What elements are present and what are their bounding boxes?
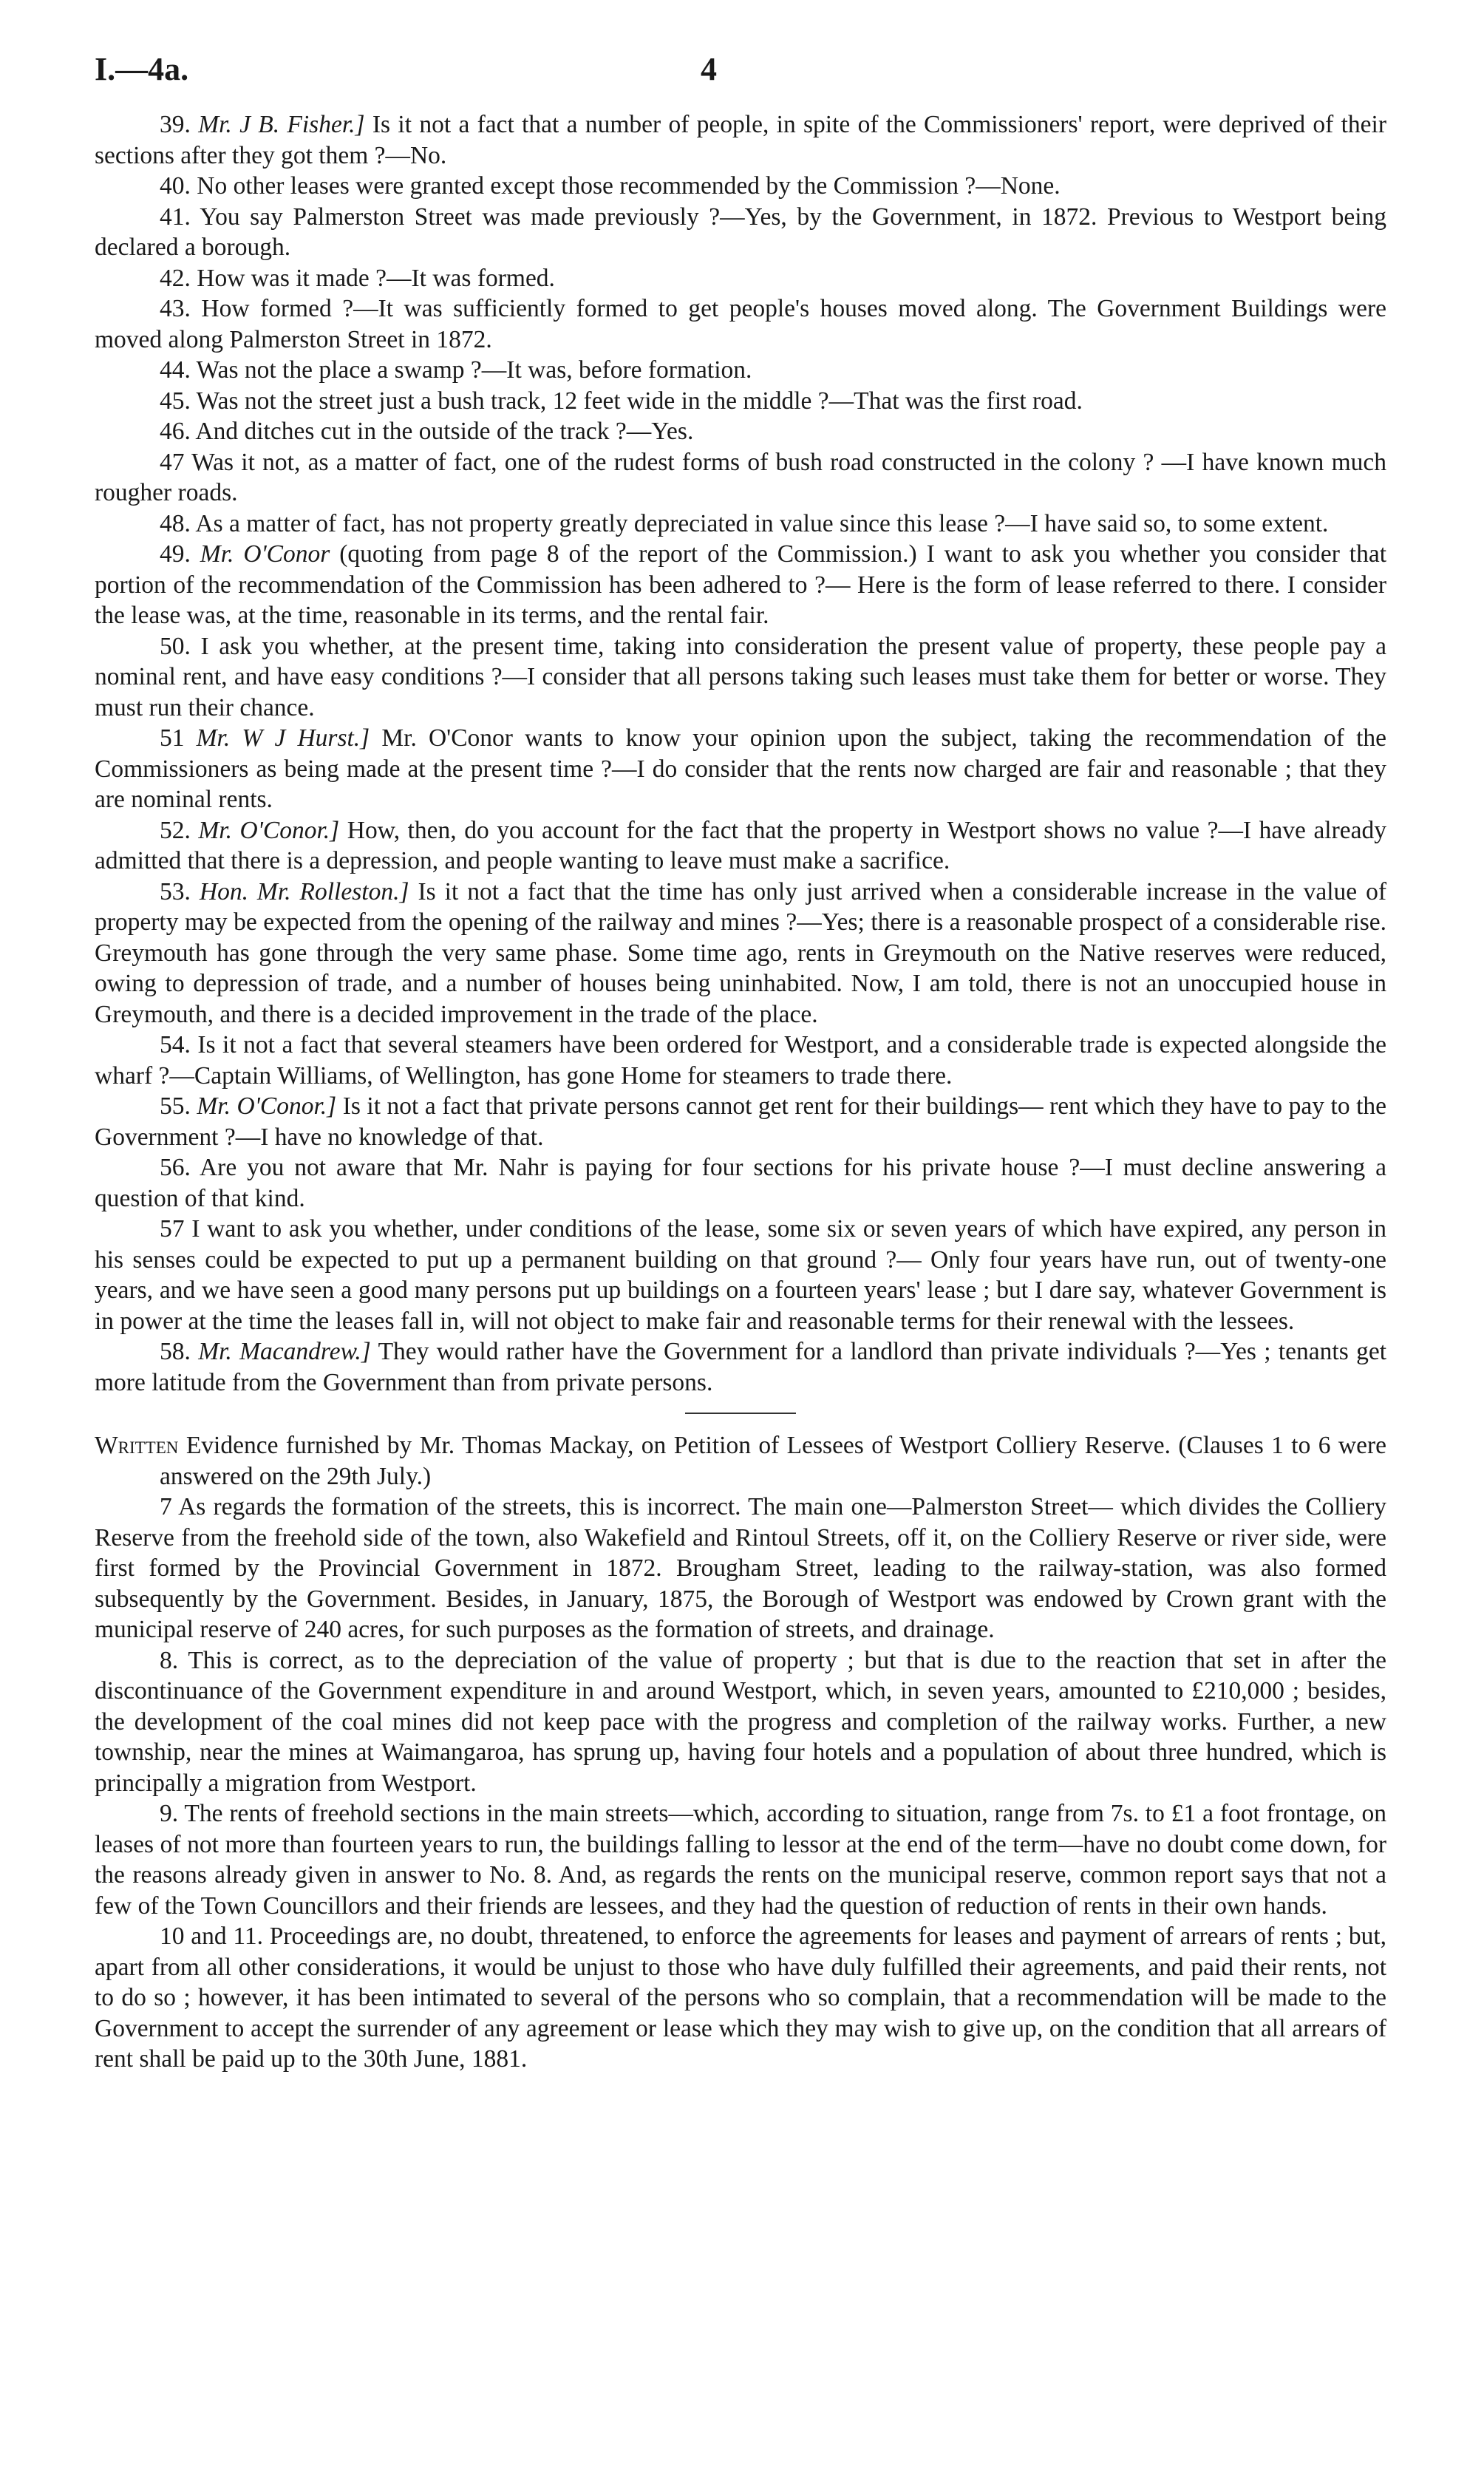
question-answer-text: And ditches cut in the outside of the track ?—Yes. <box>195 418 694 445</box>
qa-paragraph <box>95 1152 1386 1214</box>
question-answer-text: (quoting from page 8 of the report of the Commission.) I want to ask you whether you consider that portion of the recommendation of the Commission has been adhered to ?— Here is the form of lease referred to there. I consider the lease was, at the time, reasonable in its terms, and the rental fair. <box>95 540 1387 629</box>
question-number: 57 <box>160 1215 185 1243</box>
qa-paragraph <box>95 202 1386 263</box>
section-divider <box>685 1413 796 1414</box>
question-number: 40. <box>160 172 191 200</box>
qa-paragraph <box>95 1214 1386 1336</box>
speaker-name: Mr. J B. Fisher.] <box>198 111 365 138</box>
question-number: 43. <box>160 295 191 322</box>
question-number: 42. <box>160 264 191 292</box>
qa-paragraph <box>95 416 1386 447</box>
written-evidence-heading <box>95 1430 1386 1492</box>
qa-paragraph <box>95 539 1386 631</box>
qa-paragraph <box>95 171 1386 202</box>
question-answer-text: No other leases were granted except those recommended by the Commission ?—None. <box>197 172 1061 200</box>
question-answer-text: Is it not a fact that a number of people, in spite of the Commissioners' report, were deprived of their sections after they got them ?—No. <box>95 111 1387 169</box>
clause-number: 7 <box>160 1493 172 1520</box>
page-header <box>95 50 1386 109</box>
question-answer-text: Is it not a fact that private persons cannot get rent for their buildings— rent which they have to pay to the Government ?—I have no knowledge of that. <box>95 1092 1387 1151</box>
question-number: 55. <box>160 1092 191 1120</box>
question-answer-text: How formed ?—It was sufficiently formed to get people's houses moved along. The Government Buildings were moved along Palmerston Street in 1872. <box>95 295 1387 353</box>
question-answer-text: Is it not a fact that the time has only just arrived when a considerable increase in the value of property may be expected from the opening of the railway and mines ?—Yes; there is a reasonable prospect of a considerable rise. Greymouth has gone through the very same phase. Some time ago, rents in Greymouth on the Native reserves were reduced, owing to depression of trade, and a number of houses being uninhabited. Now, I am told, there is not an unoccupied house in Greymouth, and there is a decided improvement in the trade of the place. <box>95 877 1387 1028</box>
qa-paragraph <box>95 1091 1386 1152</box>
question-number: 48. <box>160 509 191 537</box>
speaker-name: Mr. O'Conor <box>200 540 330 568</box>
evidence-body <box>95 109 1386 2075</box>
qa-paragraph <box>95 386 1386 417</box>
question-answer-text: They would rather have the Government for a landlord than private individuals ?—Yes ; tenants get more latitude from the Government than from private persons. <box>95 1338 1387 1396</box>
question-number: 44. <box>160 356 191 384</box>
clause-text: Proceedings are, no doubt, threatened, to enforce the agreements for leases and payment of arrears of rents ; but, apart from all other considerations, it would be unjust to those who have duly fulfilled their agreements, and paid their rents, not to do so ; however, it has been intimated to several of the persons who so complain, that a recommendation will be made to the Government to accept the surrender of any agreement or lease which they may wish to give up, on the condition that all arrears of rent shall be paid up to the 30th June, 1881. <box>95 1923 1387 2073</box>
qa-paragraph <box>95 815 1386 877</box>
question-number: 56. <box>160 1154 191 1181</box>
question-answer-text: As a matter of fact, has not property greatly depreciated in value since this lease ?—I have said so, to some extent. <box>195 509 1329 537</box>
qa-paragraph <box>95 263 1386 294</box>
heading-text: Evidence furnished by Mr. Thomas Mackay, on Petition of Lessees of Westport Colliery Reserve. (Clauses 1 to 6 were answered on the 29th July.) <box>160 1432 1387 1490</box>
qa-paragraph <box>95 631 1386 724</box>
question-number: 54. <box>160 1031 191 1058</box>
qa-paragraph <box>95 447 1386 509</box>
question-number: 51 <box>160 724 185 752</box>
qa-paragraph <box>95 1336 1386 1398</box>
clause-paragraph <box>95 1645 1386 1799</box>
speaker-name: Mr. W J Hurst.] <box>196 724 370 752</box>
qa-paragraph <box>95 1030 1386 1091</box>
question-answer-text: You say Palmerston Street was made previously ?—Yes, by the Government, in 1872. Previous to Westport being declared a borough. <box>95 203 1386 261</box>
question-number: 52. <box>160 816 191 844</box>
clause-number: 10 and 11. <box>160 1923 263 1950</box>
clause-number: 8. <box>160 1646 179 1674</box>
speaker-name: Mr. O'Conor.] <box>197 1092 337 1120</box>
question-number: 50. <box>160 632 191 660</box>
question-answer-text: Was it not, as a matter of fact, one of the rudest forms of bush road constructed in the colony ? —I have known much rougher roads. <box>95 448 1386 506</box>
question-answer-text: I want to ask you whether, under conditions of the lease, some six or seven years of which have expired, any person in his senses could be expected to put up a permanent building on that ground ?— Only four years have run, out of twenty-one years, and we have seen a good many persons put up buildings on a fourteen years' lease ; but I dare say, whatever Government is in power at the time the leases fall in, will not object to make fair and reasonable terms for their renewal with the lessees. <box>95 1215 1387 1335</box>
question-number: 45. <box>160 387 191 415</box>
written-clauses-list <box>95 1492 1386 2075</box>
clause-paragraph <box>95 1798 1386 1921</box>
question-answer-text: How was it made ?—It was formed. <box>197 264 555 292</box>
question-answer-list <box>95 109 1386 1398</box>
question-answer-text: Are you not aware that Mr. Nahr is paying for four sections for his private house ?—I must decline answering a question of that kind. <box>95 1154 1386 1212</box>
question-answer-text: Was not the place a swamp ?—It was, before formation. <box>196 356 752 384</box>
speaker-name: Mr. O'Conor.] <box>198 816 340 844</box>
clause-number: 9. <box>160 1800 179 1827</box>
question-number: 58. <box>160 1338 191 1365</box>
question-answer-text: Is it not a fact that several steamers have been ordered for Westport, and a considerable trade is expected alongside the wharf ?—Captain Williams, of Wellington, has gone Home for steamers to trade there. <box>95 1031 1387 1090</box>
question-answer-text: I ask you whether, at the present time, taking into consideration the present value of property, these people pay a nominal rent, and have easy conditions ?—I consider that all persons taking such leases must take them for better or worse. They must run their chance. <box>95 632 1387 721</box>
speaker-name: Hon. Mr. Rolleston.] <box>199 877 409 905</box>
document-page <box>95 50 1386 2075</box>
clause-paragraph <box>95 1492 1386 1645</box>
question-number: 39. <box>160 111 191 138</box>
question-answer-text: How, then, do you account for the fact that the property in Westport shows no value ?—I have already admitted that there is a depression, and people wanting to leave must make a sacrifice. <box>95 816 1387 874</box>
qa-paragraph <box>95 293 1386 355</box>
qa-paragraph <box>95 355 1386 386</box>
heading-lead-word: Written <box>95 1432 179 1459</box>
question-number: 46. <box>160 418 191 445</box>
clause-paragraph <box>95 1921 1386 2075</box>
qa-paragraph <box>95 723 1386 815</box>
qa-paragraph <box>95 877 1386 1030</box>
question-answer-text: Mr. O'Conor wants to know your opinion upon the subject, taking the recommendation of the Commissioners as being made at the present time ?—I do consider that the rents now charged are fair and reasonable ; that they are nominal rents. <box>95 724 1387 813</box>
clause-text: As regards the formation of the streets, this is incorrect. The main one—Palmerston Street— which divides the Colliery Reserve from the freehold side of the town, also Wakefield and Rintoul Streets, off it, on the Colliery Reserve or river side, were first formed by the Provincial Government in 1872. Brougham Street, leading to the railway-station, was also formed subsequently by the Government. Besides, in January, 1875, the Borough of Westport was endowed by Crown grant with the municipal reserve of 240 acres, for such purposes as the formation of streets, and drainage. <box>95 1493 1386 1643</box>
question-answer-text: Was not the street just a bush track, 12 feet wide in the middle ?—That was the first road. <box>196 387 1083 415</box>
qa-paragraph <box>95 109 1386 171</box>
speaker-name: Mr. Macandrew.] <box>198 1338 371 1365</box>
qa-paragraph <box>95 509 1386 540</box>
clause-text: The rents of freehold sections in the main streets—which, according to situation, range from 7s. to £1 a foot frontage, on leases of not more than fourteen years to run, the buildings falling to lessor at the end of the term—have no doubt come down, for the reasons already given in answer to No. 8. And, as regards the rents on the municipal reserve, common report says that not a few of the Town Councillors and their friends are lessees, and they had the question of reduction of rents in their own hands. <box>95 1800 1386 1920</box>
question-number: 53. <box>160 877 191 905</box>
question-number: 41. <box>160 203 191 231</box>
clause-text: This is correct, as to the depreciation of the value of property ; but that is due to the reaction that set in after the discontinuance of the Government expenditure in and around Westport, which, in seven years, amounted to £210,000 ; besides, the development of the coal mines did not keep pace with the progress and completion of the railway works. Further, a new township, near the mines at Waimangaroa, has sprung up, having four hotels and a population of about three hundred, which is principally a migration from Westport. <box>95 1646 1386 1797</box>
document-reference: I.—4a. <box>95 51 189 87</box>
question-number: 47 <box>160 448 185 476</box>
page-number: 4 <box>701 51 717 87</box>
question-number: 49. <box>160 540 191 568</box>
